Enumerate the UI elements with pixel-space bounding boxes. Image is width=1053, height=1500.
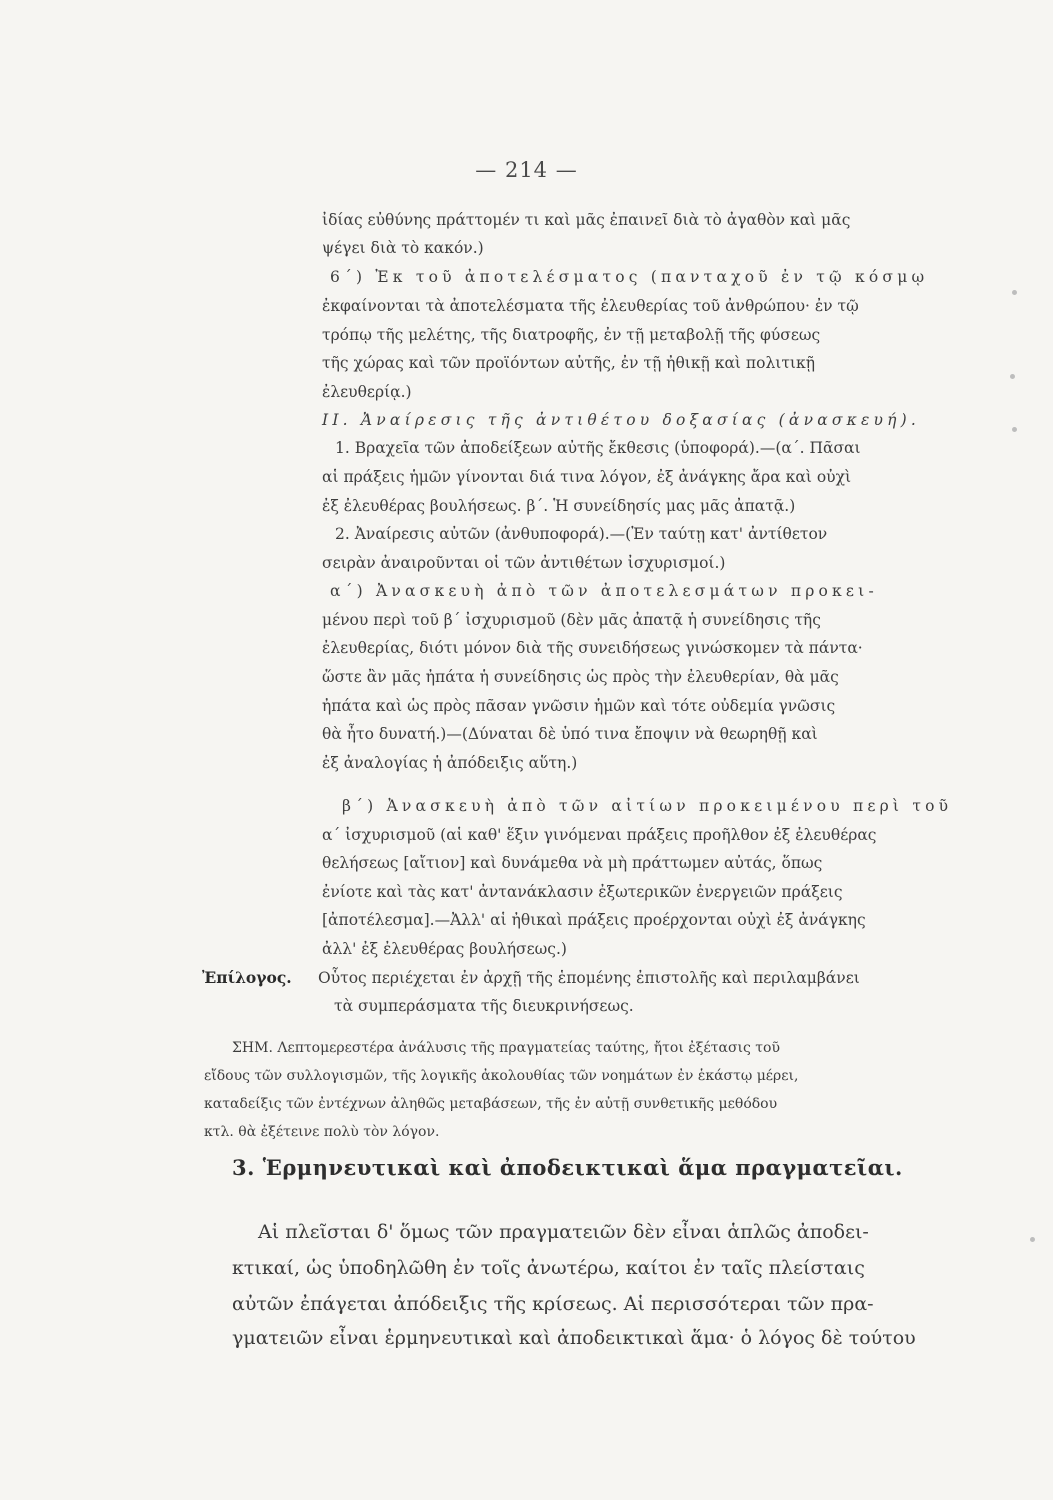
text-line: β΄) Ἀνασκευὴ ἀπὸ τῶν αἰτίων προκειμένου περὶ τοῦ xyxy=(342,797,953,815)
text-line: α΄) Ἀνασκευὴ ἀπὸ τῶν ἀποτελεσμάτων προκει- xyxy=(330,582,878,600)
text-line: αἱ πράξεις ἡμῶν γίνονται διά τινα λόγον, ἐξ ἀνάγκης ἄρα καὶ οὐχὶ xyxy=(322,468,852,486)
page-number: — 214 — xyxy=(475,158,578,182)
text-line: τρόπῳ τῆς μελέτης, τῆς διατροφῆς, ἐν τῇ μεταβολῇ τῆς φύσεως xyxy=(322,326,821,344)
text-line: κτλ. θὰ ἐξέτεινε πολὺ τὸν λόγον. xyxy=(204,1124,440,1140)
text-line: ψέγει διὰ τὸ κακόν.) xyxy=(322,239,484,257)
text-line: 2. Ἀναίρεσις αὐτῶν (ἀνθυποφορά).—(Ἐν ταύτῃ κατ' ἀντίθετον xyxy=(335,525,828,543)
text-line: θελήσεως [αἴτιον] καὶ δυνάμεθα νὰ μὴ πράττωμεν αὐτάς, ὅπως xyxy=(322,854,823,872)
text-line: ἐκφαίνονται τὰ ἀποτελέσματα τῆς ἐλευθερίας τοῦ ἀνθρώπου· ἐν τῷ xyxy=(322,297,859,315)
text-line: ΣΗΜ. Λεπτομερεστέρα ἀνάλυσις τῆς πραγματείας ταύτης, ἤτοι ἐξέτασις τοῦ xyxy=(232,1040,780,1056)
epilogue-label: Ἐπίλογος. xyxy=(202,968,292,987)
text-line: ἐνίοτε καὶ τὰς κατ' ἀντανάκλασιν ἐξωτερικῶν ἐνεργειῶν πράξεις xyxy=(322,883,843,901)
text-line: ἰδίας εὐθύνης πράττομέν τι καὶ μᾶς ἐπαινεῖ διὰ τὸ ἀγαθὸν καὶ μᾶς xyxy=(322,211,851,229)
text-line: τὰ συμπεράσματα τῆς διευκρινήσεως. xyxy=(334,997,634,1015)
body-line: αὐτῶν ἐπάγεται ἀπόδειξις τῆς κρίσεως. Αἱ περισσότεραι τῶν πρα- xyxy=(232,1293,874,1315)
paper-speck xyxy=(1012,427,1017,432)
body-line: γματειῶν εἶναι ἑρμηνευτικαὶ καὶ ἀποδεικτικαὶ ἅμα· ὁ λόγος δὲ τούτου xyxy=(232,1327,916,1349)
text-line: 6΄) Ἐκ τοῦ ἀποτελέσματος (πανταχοῦ ἐν τῷ κόσμῳ xyxy=(330,268,929,286)
paper-speck xyxy=(1012,290,1017,295)
section-heading: 3. Ἑρμηνευτικαὶ καὶ ἀποδεικτικαὶ ἅμα πραγματεῖαι. xyxy=(232,1155,903,1180)
text-line: ἠπάτα καὶ ὡς πρὸς πᾶσαν γνῶσιν ἡμῶν καὶ τότε οὐδεμία γνῶσις xyxy=(322,697,836,715)
text-line: II. Ἀναίρεσις τῆς ἀντιθέτου δοξασίας (ἀνασκευή). xyxy=(322,411,921,429)
body-line: Αἱ πλεῖσται δ' ὅμως τῶν πραγματειῶν δὲν εἶναι ἁπλῶς ἀποδει- xyxy=(258,1221,869,1243)
text-line: ἀλλ' ἐξ ἐλευθέρας βουλήσεως.) xyxy=(322,940,567,958)
text-line: σειρὰν ἀναιροῦνται οἱ τῶν ἀντιθέτων ἰσχυρισμοί.) xyxy=(322,554,726,572)
text-line: ἐλευθερίᾳ.) xyxy=(322,383,412,401)
text-line: μένου περὶ τοῦ β΄ ἰσχυρισμοῦ (δὲν μᾶς ἀπατᾷ ἡ συνείδησις τῆς xyxy=(322,611,821,629)
text-line: θὰ ἦτο δυνατή.)—(Δύναται δὲ ὑπό τινα ἔποψιν νὰ θεωρηθῇ καὶ xyxy=(322,725,818,743)
text-line: α΄ ἰσχυρισμοῦ (αἱ καθ' ἕξιν γινόμεναι πράξεις προῆλθον ἐξ ἐλευθέρας xyxy=(322,826,877,844)
text-line: ἐξ ἀναλογίας ἡ ἀπόδειξις αὕτη.) xyxy=(322,754,578,772)
text-line: τῆς χώρας καὶ τῶν προϊόντων αὐτῆς, ἐν τῇ ἠθικῇ καὶ πολιτικῇ xyxy=(322,354,815,372)
body-line: κτικαί, ὡς ὑποδηλῶθη ἐν τοῖς ἀνωτέρω, καίτοι ἐν ταῖς πλείσταις xyxy=(232,1257,865,1279)
text-line: εἴδους τῶν συλλογισμῶν, τῆς λογικῆς ἀκολουθίας τῶν νοημάτων ἐν ἑκάστῳ μέρει, xyxy=(204,1068,799,1084)
text-line: καταδείξις τῶν ἐντέχνων ἀληθῶς μεταβάσεων, τῆς ἐν αὐτῇ συνθετικῆς μεθόδου xyxy=(204,1096,778,1112)
paper-speck xyxy=(1010,374,1015,379)
text-line: Οὗτος περιέχεται ἐν ἀρχῇ τῆς ἑπομένης ἐπιστολῆς καὶ περιλαμβάνει xyxy=(318,969,860,987)
paper-speck xyxy=(1030,1237,1035,1242)
text-line: ὥστε ἂν μᾶς ἠπάτα ἡ συνείδησις ὡς πρὸς τὴν ἐλευθερίαν, θὰ μᾶς xyxy=(322,668,839,686)
text-line: ἐλευθερίας, διότι μόνον διὰ τῆς συνειδήσεως γινώσκομεν τὰ πάντα· xyxy=(322,639,863,657)
text-line: 1. Βραχεῖα τῶν ἀποδείξεων αὐτῆς ἔκθεσις (ὑποφορά).—(α΄. Πᾶσαι xyxy=(335,439,861,457)
text-line: ἐξ ἐλευθέρας βουλήσεως. β΄. Ἡ συνείδησίς μας μᾶς ἀπατᾷ.) xyxy=(322,497,796,515)
text-line: [ἀποτέλεσμα].—Ἀλλ' αἱ ἠθικαὶ πράξεις προέρχονται οὐχὶ ἐξ ἀνάγκης xyxy=(322,911,866,929)
